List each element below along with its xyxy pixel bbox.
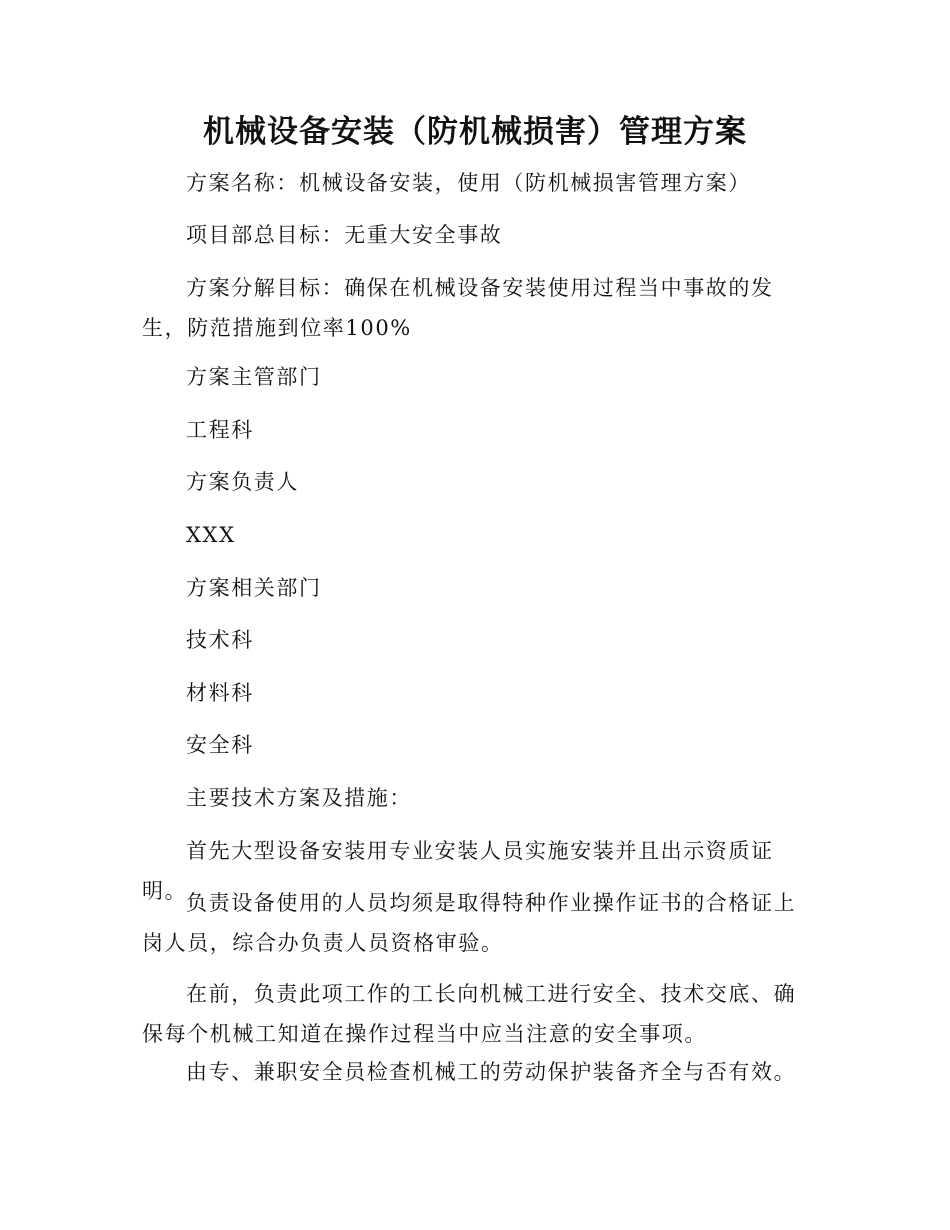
paragraph-lead-dept: 工程科 xyxy=(186,418,254,442)
paragraph-measure-3: 在前，负责此项工作的工长向机械工进行安全、技术交底、确保每个机械工知道在操作过程当中应当注意的安全事项。 xyxy=(142,982,797,1046)
paragraph-owner-label: 方案负责人 xyxy=(186,470,299,494)
paragraph-measure-1: 首先大型设备安装用专业安装人员实施安装并且出示资质证明。 xyxy=(142,839,774,903)
paragraph-measure-4: 由专、兼职安全员检查机械工的劳动保护装备齐全与否有效。 xyxy=(186,1060,797,1084)
paragraph-measures-heading: 主要技术方案及措施： xyxy=(186,786,412,810)
paragraph-owner: XXX xyxy=(186,523,236,547)
paragraph-related-dept-tech: 技术科 xyxy=(186,628,254,652)
paragraph-lead-dept-label: 方案主管部门 xyxy=(186,365,322,389)
paragraph-related-dept-label: 方案相关部门 xyxy=(186,576,322,600)
document-title: 机械设备安装（防机械损害）管理方案 xyxy=(203,114,747,150)
paragraph-sub-goal: 方案分解目标：确保在机械设备安装使用过程当中事故的发生，防范措施到位率100% xyxy=(142,276,774,340)
paragraph-overall-goal: 项目部总目标：无重大安全事故 xyxy=(186,223,503,247)
paragraph-related-dept-material: 材料科 xyxy=(186,681,254,705)
paragraph-related-dept-safety: 安全科 xyxy=(186,733,254,757)
paragraph-plan-name: 方案名称：机械设备安装，使用（防机械损害管理方案） xyxy=(186,171,751,195)
paragraph-measure-2: 负责设备使用的人员均须是取得特种作业操作证书的合格证上岗人员，综合办负责人员资格审验。 xyxy=(142,891,797,955)
